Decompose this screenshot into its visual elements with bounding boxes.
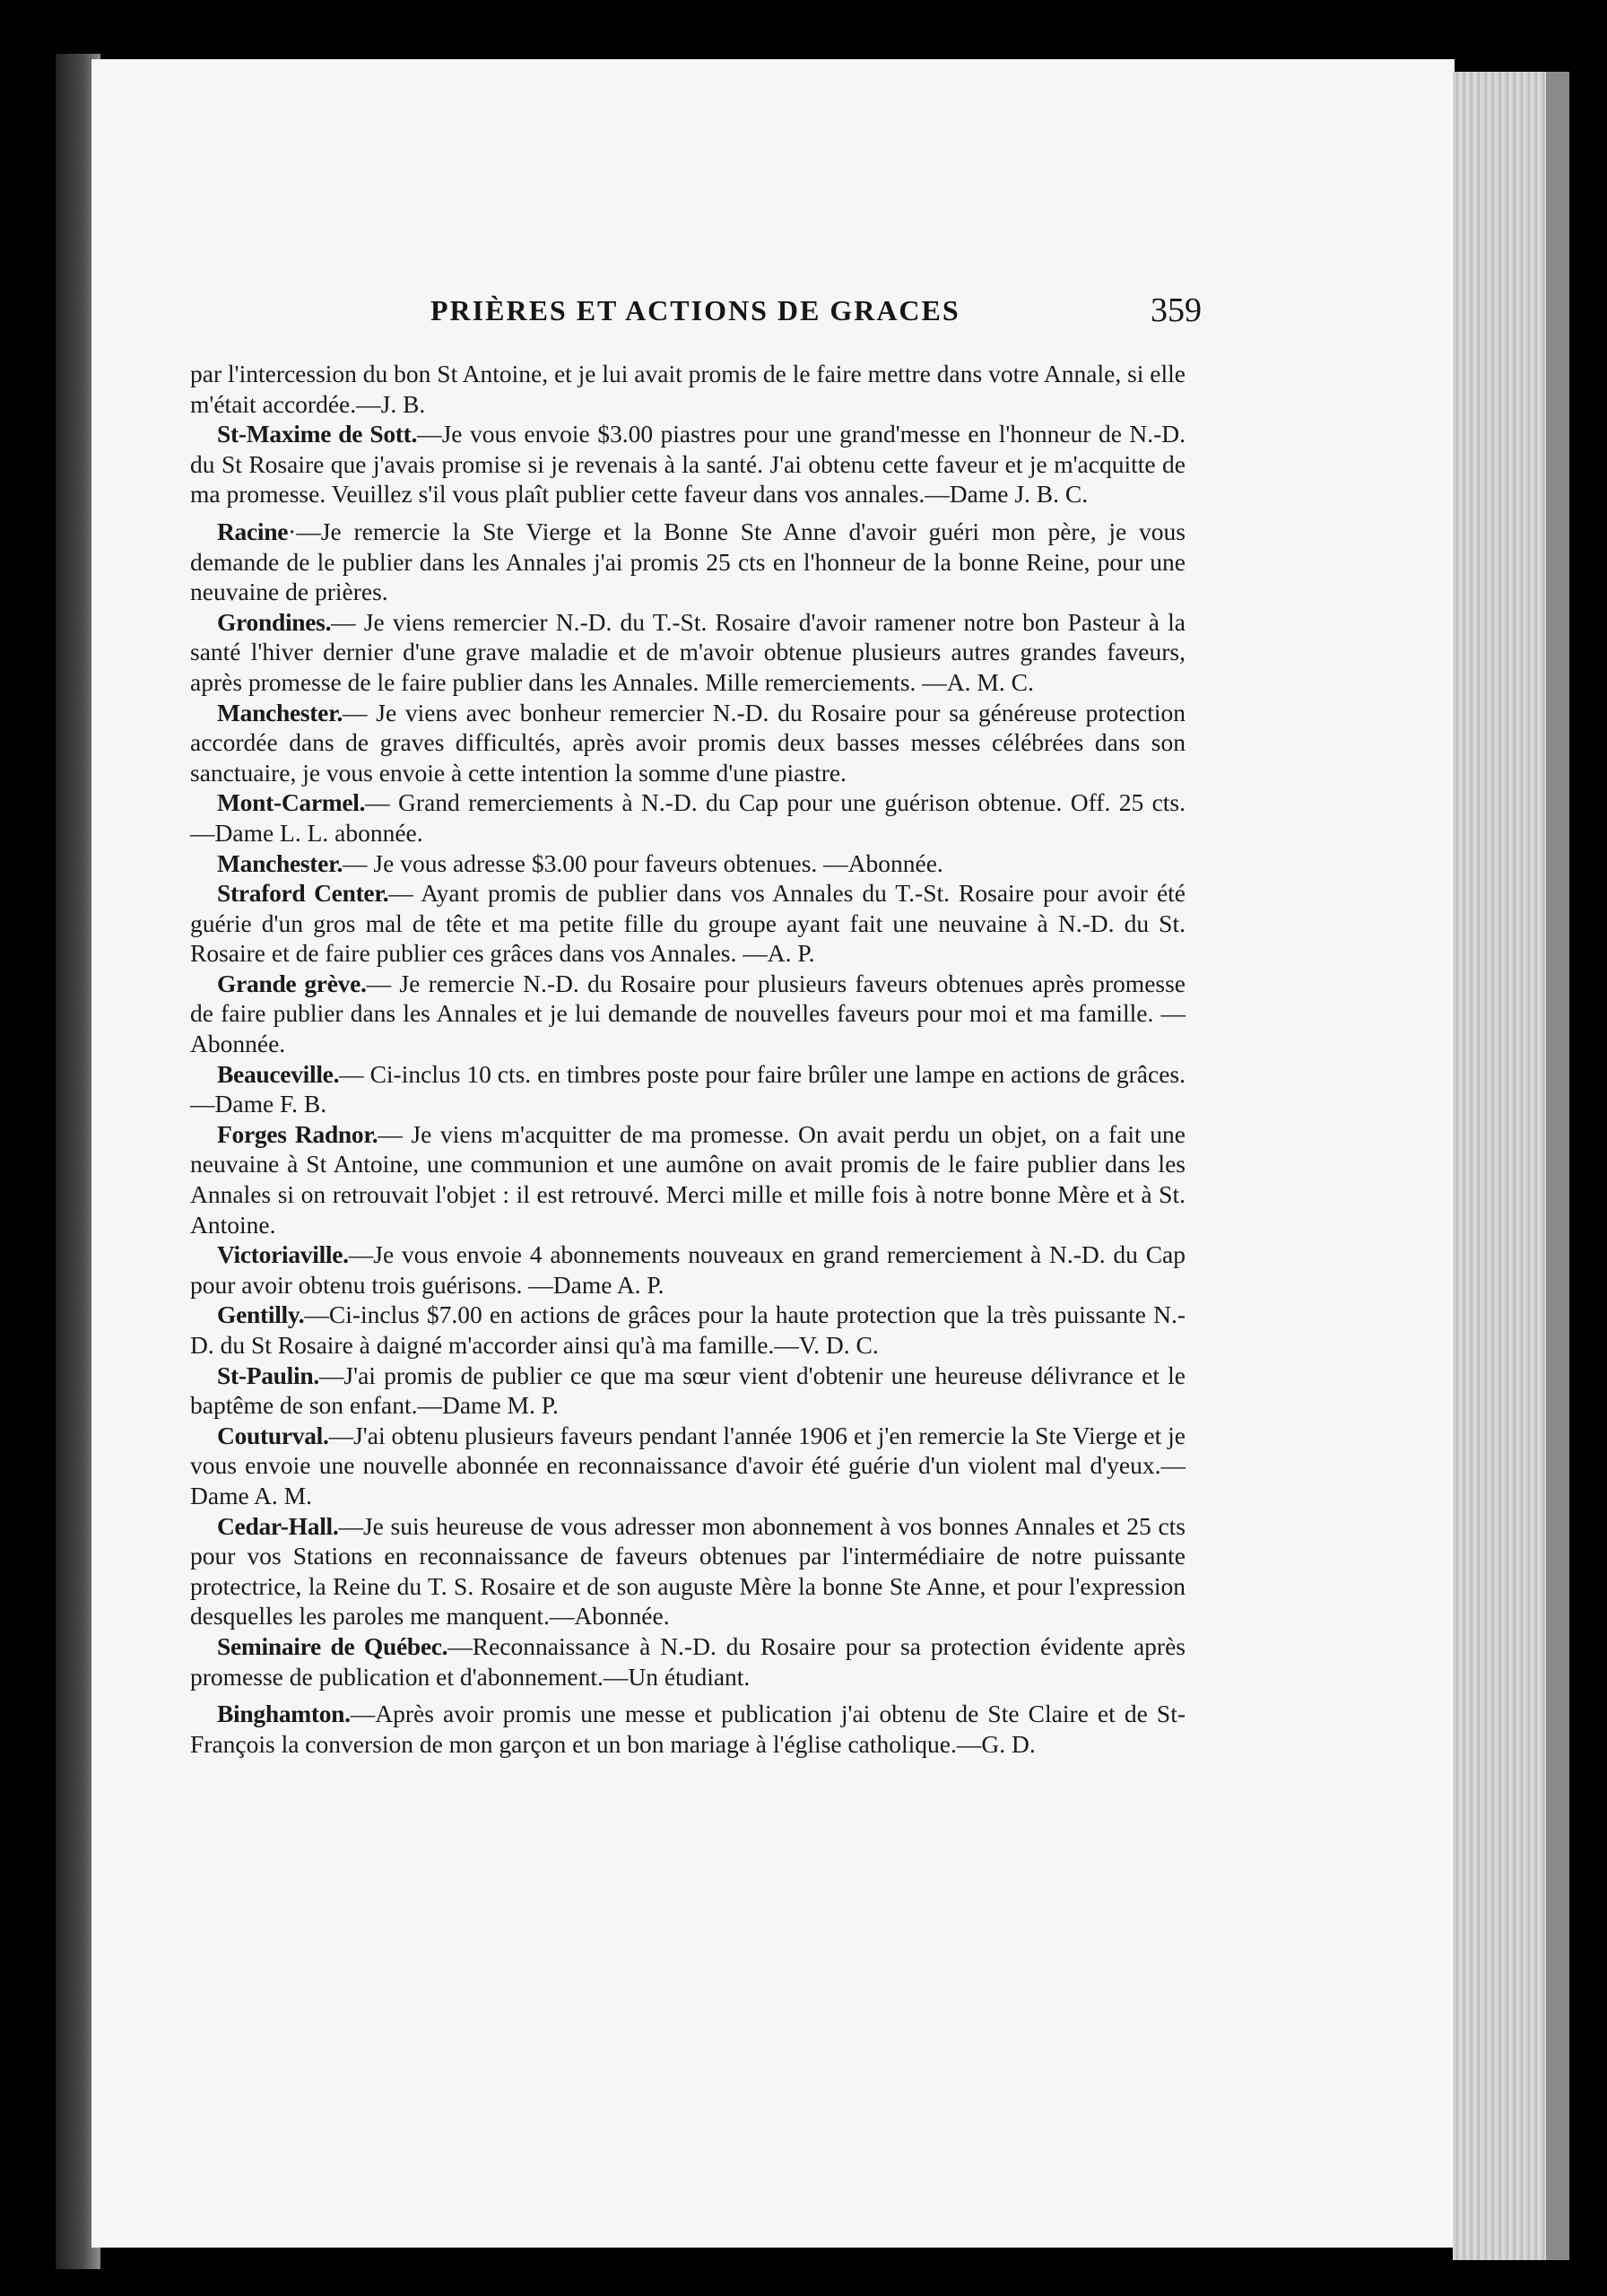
entry-text: par l'intercession du bon St Antoine, et je lui avait promis de le faire mettre dans votre Annale, si elle m'était accordée.—J. B. (190, 360, 1186, 418)
entry-place: Forges Radnor. (217, 1119, 378, 1148)
page-number: 359 (1151, 291, 1202, 329)
entry-place: Grande grève. (217, 969, 367, 997)
entry-text: — Ayant promis de publier dans vos Annales du T.-St. Rosaire pour avoir été guérie d'un gros mal de tête et ma petite fille du groupe ayant fait une neuvaine à N.-D. du St. Rosaire et de faire publier ces grâces dans vos Annales. —A. P. (190, 879, 1186, 968)
entry-paragraph (190, 359, 1186, 419)
entry-place: Seminaire de Québec. (217, 1631, 448, 1660)
running-head (190, 291, 1202, 339)
running-title: PRIÈRES ET ACTIONS DE GRACES (430, 294, 960, 326)
entry-paragraph (190, 517, 1186, 607)
entry-text: — Ci-inclus 10 cts. en timbres poste pour faire brûler une lampe en actions de grâces. —Dame F. B. (190, 1059, 1186, 1118)
entry-place: Victoriaville. (217, 1240, 349, 1269)
entry-text: —J'ai obtenu plusieurs faveurs pendant l'année 1906 et j'en remercie la Ste Vierge et je vous envoie une nouvelle abonnée en reconnaissance d'avoir été guérie d'un violent mal d'yeux.—Dame A. M. (190, 1421, 1186, 1509)
entry-place: Manchester. (217, 848, 343, 877)
entry-place: Beauceville. (217, 1059, 340, 1088)
entry-place: Racine (217, 517, 289, 545)
entry-place: Manchester. (217, 698, 343, 726)
entry-place: Cedar-Hall. (217, 1511, 339, 1540)
entry-text: —Je vous envoie 4 abonnements nouveaux en grand remerciement à N.-D. du Cap pour avoir obtenu trois guérisons. —Dame A. P. (190, 1240, 1186, 1299)
entry-place: Binghamton. (217, 1700, 351, 1728)
entry-text: — Je viens remercier N.-D. du T.-St. Rosaire d'avoir ramener notre bon Pasteur à la santé l'hiver dernier d'une grave maladie et de m'avoir obtenue plusieurs autres grandes faveurs, après promesse de le faire publier dans les Annales. Mille remerciements. —A. M. C. (190, 607, 1186, 696)
entry-text: — Je viens m'acquitter de ma promesse. On avait perdu un objet, on a fait une neuvaine à St Antoine, une communion et une aumône on avait promis de le faire publier dans les Annales si on retrouvait l'objet : il est retrouvé. Merci mille et mille fois à notre bonne Mère et à St. Antoine. (190, 1119, 1186, 1239)
entry-place: Couturval. (217, 1421, 329, 1449)
entry-text: —J'ai promis de publier ce que ma sœur vient d'obtenir une heureuse délivrance et le baptême de son enfant.—Dame M. P. (190, 1361, 1186, 1420)
entry-text: — Je vous adresse $3.00 pour faveurs obtenues. —Abonnée. (343, 848, 943, 877)
entry-paragraph (190, 1239, 1186, 1300)
entry-paragraph (190, 1699, 1186, 1759)
entry-paragraph (190, 1631, 1186, 1692)
entry-paragraph (190, 1361, 1186, 1421)
entry-place: Grondines. (217, 607, 332, 636)
entry-paragraph (190, 1119, 1186, 1239)
entry-place: Straford Center. (217, 879, 389, 908)
entry-paragraph (190, 419, 1186, 509)
entry-text: — Je remercie N.-D. du Rosaire pour plusieurs faveurs obtenues après promesse de faire publier dans les Annales et je lui demande de nouvelles faveurs pour moi et ma famille. —Abonnée. (190, 969, 1186, 1058)
entry-paragraph (190, 1511, 1186, 1631)
entry-place: Gentilly. (217, 1300, 305, 1329)
entry-text: —Ci-inclus $7.00 en actions de grâces pour la haute protection que la très puissante N.-D. du St Rosaire à daigné m'accorder ainsi qu'à ma famille.—V. D. C. (190, 1300, 1186, 1359)
text-block (190, 359, 1186, 1759)
entry-place: Mont-Carmel. (217, 788, 366, 817)
page-stack-edge (1453, 72, 1569, 2260)
entry-text: —Après avoir promis une messe et publication j'ai obtenu de Ste Claire et de St-François la conversion de mon garçon et un bon mariage à l'église catholique.—G. D. (190, 1700, 1186, 1758)
entry-text: — Grand remerciements à N.-D. du Cap pour une guérison obtenue. Off. 25 cts. —Dame L. L. abonnée. (190, 788, 1186, 847)
entry-paragraph (190, 1059, 1186, 1119)
entry-place: St-Maxime de Sott. (217, 420, 418, 448)
entry-place: St-Paulin. (217, 1361, 319, 1389)
entry-paragraph (190, 607, 1186, 698)
entry-paragraph (190, 1421, 1186, 1511)
entry-paragraph (190, 848, 1186, 879)
entry-paragraph (190, 698, 1186, 788)
entry-paragraph (190, 878, 1186, 969)
entry-text: —Reconnaissance à N.-D. du Rosaire pour sa protection évidente après promesse de publication et d'abonnement.—Un étudiant. (190, 1631, 1186, 1691)
entry-paragraph (190, 1300, 1186, 1360)
entry-text: ·—Je remercie la Ste Vierge et la Bonne Ste Anne d'avoir guéri mon père, je vous demande de le publier dans les Annales j'ai promis 25 cts en l'honneur de la bonne Reine, pour une neuvaine de prières. (190, 517, 1186, 606)
entry-text: — Je viens avec bonheur remercier N.-D. du Rosaire pour sa généreuse protection accordée dans de graves difficultés, après avoir promis deux basses messes célébrées dans son sanctuaire, je vous envoie à cette intention la somme d'une piastre. (190, 698, 1186, 787)
entry-text: —Je vous envoie $3.00 piastres pour une grand'messe en l'honneur de N.-D. du St Rosaire que j'avais promise si je revenais à la santé. J'ai obtenu cette faveur et je m'acquitte de ma promesse. Veuillez s'il vous plaît publier cette faveur dans vos annales.—Dame J. B. C. (190, 420, 1186, 509)
entry-paragraph (190, 969, 1186, 1059)
entry-paragraph (190, 787, 1186, 848)
entry-text: —Je suis heureuse de vous adresser mon abonnement à vos bonnes Annales et 25 cts pour vos Stations en reconnaissance de faveurs obtenues par l'intermédiaire de notre puissante protectrice, la Reine du T. S. Rosaire et de son auguste Mère la bonne Ste Anne, et pour l'expression desquelles les paroles me manquent.—Abonnée. (190, 1511, 1186, 1631)
